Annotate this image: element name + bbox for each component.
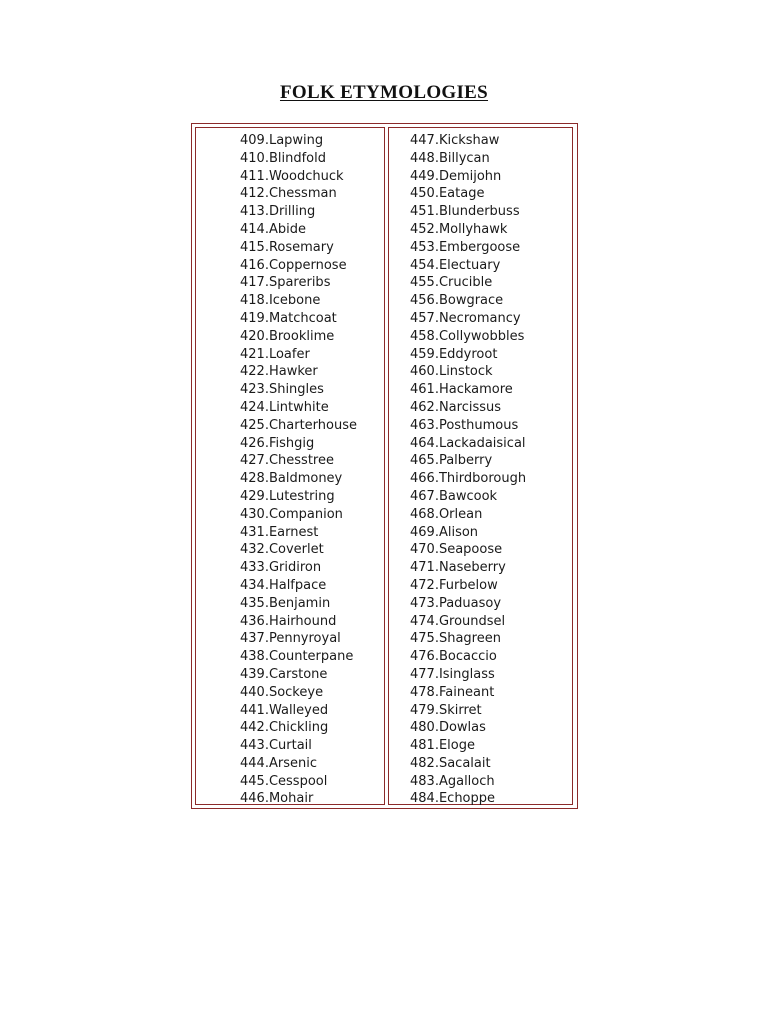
column-left: [195, 127, 385, 805]
list-item: [240, 737, 357, 755]
list-item: [410, 381, 526, 399]
entry-word: Thirdborough: [438, 471, 527, 487]
list-item: [410, 648, 526, 666]
list-item: [410, 221, 526, 239]
entry-number: 420.: [240, 328, 269, 344]
entry-number: 437.: [240, 631, 269, 647]
list-item: [410, 488, 526, 506]
list-item: [410, 203, 526, 221]
entry-word: Shingles: [268, 382, 324, 398]
entry-number: 428.: [240, 471, 269, 487]
entry-number: 427.: [240, 453, 269, 469]
entry-number: 461.: [410, 382, 439, 398]
entry-number: 445.: [240, 773, 269, 789]
entry-word: Spareribs: [268, 275, 331, 291]
entry-number: 415.: [240, 239, 269, 255]
list-item: [410, 666, 526, 684]
entry-number: 467.: [410, 488, 439, 504]
list-item: [240, 274, 357, 292]
entry-number: 470.: [410, 542, 439, 558]
list-item: [240, 150, 357, 168]
list-item: [240, 257, 357, 275]
entry-word: Blunderbuss: [438, 204, 520, 220]
entry-word: Embergoose: [438, 239, 521, 255]
entry-word: Carstone: [268, 666, 328, 682]
entry-word: Isinglass: [438, 666, 495, 682]
entry-word: Mohair: [268, 791, 314, 807]
list-item: [240, 310, 357, 328]
entry-number: 459.: [410, 346, 439, 362]
entry-number: 430.: [240, 506, 269, 522]
entry-number: 422.: [240, 364, 269, 380]
entry-number: 443.: [240, 738, 269, 754]
entry-word: Coppernose: [268, 257, 347, 273]
list-item: [410, 417, 526, 435]
entry-number: 478.: [410, 684, 439, 700]
entry-word: Drilling: [268, 204, 316, 220]
page-title: FOLK ETYMOLOGIES: [279, 82, 489, 103]
entry-word: Billycan: [438, 150, 490, 166]
entry-number: 431.: [240, 524, 269, 540]
entry-word: Crucible: [438, 275, 493, 291]
entry-word: Bocaccio: [438, 649, 497, 665]
list-item: [240, 613, 357, 631]
list-item: [240, 488, 357, 506]
entry-word: Icebone: [268, 293, 321, 309]
entry-word: Furbelow: [438, 577, 498, 593]
entry-number: 416.: [240, 257, 269, 273]
entry-word: Linstock: [438, 364, 493, 380]
entry-word: Eddyroot: [438, 346, 498, 362]
entry-number: 480.: [410, 720, 439, 736]
entry-number: 477.: [410, 666, 439, 682]
entry-number: 455.: [410, 275, 439, 291]
entry-number: 483.: [410, 773, 439, 789]
entry-number: 471.: [410, 560, 439, 576]
entry-number: 424.: [240, 399, 269, 415]
entry-number: 440.: [240, 684, 269, 700]
entry-number: 436.: [240, 613, 269, 629]
entry-number: 453.: [410, 239, 439, 255]
entry-number: 473.: [410, 595, 439, 611]
list-item: [240, 524, 357, 542]
entry-word: Chickling: [268, 720, 329, 736]
entry-number: 446.: [240, 791, 269, 807]
list-item: [240, 595, 357, 613]
list-item: [240, 559, 357, 577]
entry-word: Mollyhawk: [438, 221, 508, 237]
list-item: [410, 541, 526, 559]
entry-word: Gridiron: [268, 560, 322, 576]
column-right: [388, 127, 573, 805]
list-item: [410, 577, 526, 595]
entry-number: 481.: [410, 738, 439, 754]
entry-number: 447.: [410, 133, 439, 148]
entry-number: 451.: [410, 204, 439, 220]
list-item: [410, 506, 526, 524]
list-item: [240, 666, 357, 684]
entry-number: 414.: [240, 221, 269, 237]
entry-word: Shagreen: [438, 631, 501, 647]
list-item: [410, 185, 526, 203]
entry-number: 412.: [240, 186, 269, 202]
entry-word: Necromancy: [438, 310, 521, 326]
list-item: [410, 559, 526, 577]
entry-number: 476.: [410, 649, 439, 665]
entry-word: Posthumous: [438, 417, 519, 433]
entry-number: 411.: [240, 168, 269, 184]
entry-word: Lutestring: [268, 488, 335, 504]
entry-number: 413.: [240, 204, 269, 220]
entry-word: Skirret: [438, 702, 482, 718]
entry-number: 466.: [410, 471, 439, 487]
list-item: [240, 790, 357, 808]
entry-word: Loafer: [268, 346, 310, 362]
list-item: [240, 470, 357, 488]
list-item: [410, 719, 526, 737]
entry-word: Companion: [268, 506, 343, 522]
entry-number: 432.: [240, 542, 269, 558]
list-item: [410, 346, 526, 364]
entry-number: 441.: [240, 702, 269, 718]
list-item: [240, 399, 357, 417]
entry-word: Cesspool: [268, 773, 328, 789]
list-item: [410, 399, 526, 417]
entry-word: Hackamore: [438, 382, 513, 398]
list-item: [410, 630, 526, 648]
entry-number: 442.: [240, 720, 269, 736]
list-item: [240, 630, 357, 648]
list-item: [410, 274, 526, 292]
entry-word: Matchcoat: [268, 310, 337, 326]
entry-word: Chessman: [268, 186, 337, 202]
entry-word: Orlean: [438, 506, 483, 522]
list-item: [240, 132, 357, 150]
entry-number: 479.: [410, 702, 439, 718]
entry-word: Blindfold: [268, 150, 326, 166]
entry-word: Echoppe: [438, 791, 496, 807]
entry-number: 454.: [410, 257, 439, 273]
entry-word: Counterpane: [268, 649, 354, 665]
entry-word: Groundsel: [438, 613, 506, 629]
entry-number: 418.: [240, 293, 269, 309]
entry-word: Chesstree: [268, 453, 334, 469]
entry-word: Pennyroyal: [268, 631, 341, 647]
entry-number: 439.: [240, 666, 269, 682]
list-item: [240, 292, 357, 310]
entry-number: 475.: [410, 631, 439, 647]
entry-number: 452.: [410, 221, 439, 237]
list-item: [240, 185, 357, 203]
entry-word: Palberry: [438, 453, 493, 469]
entry-number: 444.: [240, 755, 269, 771]
entry-word: Woodchuck: [268, 168, 344, 184]
entry-number: 462.: [410, 399, 439, 415]
list-item: [410, 328, 526, 346]
list-item: [240, 417, 357, 435]
list-item: [410, 132, 526, 150]
list-item: [410, 702, 526, 720]
list-item: [410, 755, 526, 773]
entry-word: Demijohn: [438, 168, 502, 184]
list-item: [410, 524, 526, 542]
entry-number: 472.: [410, 577, 439, 593]
list-item: [240, 773, 357, 791]
entry-number: 425.: [240, 417, 269, 433]
entry-number: 419.: [240, 310, 269, 326]
list-item: [240, 755, 357, 773]
entry-number: 465.: [410, 453, 439, 469]
list-item: [240, 328, 357, 346]
entry-number: 457.: [410, 310, 439, 326]
list-item: [240, 684, 357, 702]
entry-number: 474.: [410, 613, 439, 629]
entry-word: Lintwhite: [268, 399, 329, 415]
entry-number: 449.: [410, 168, 439, 184]
entry-word: Paduasoy: [438, 595, 502, 611]
entry-word: Walleyed: [268, 702, 329, 718]
entry-number: 433.: [240, 560, 269, 576]
entry-number: 448.: [410, 150, 439, 166]
entry-word: Alison: [438, 524, 479, 540]
entry-word: Coverlet: [268, 542, 324, 558]
list-item: [410, 257, 526, 275]
entry-word: Eatage: [438, 186, 485, 202]
entry-number: 426.: [240, 435, 269, 451]
entry-number: 438.: [240, 649, 269, 665]
list-item: [410, 452, 526, 470]
list-item: [410, 595, 526, 613]
entry-word: Earnest: [268, 524, 319, 540]
list-item: [240, 363, 357, 381]
entry-number: 484.: [410, 791, 439, 807]
entry-list-left: [240, 132, 357, 808]
entry-word: Sockeye: [268, 684, 324, 700]
entry-word: Abide: [268, 221, 306, 237]
list-item: [240, 541, 357, 559]
entry-word: Fishgig: [268, 435, 315, 451]
list-item: [410, 684, 526, 702]
entry-word: Charterhouse: [268, 417, 357, 433]
list-item: [240, 168, 357, 186]
list-item: [240, 346, 357, 364]
entry-number: 482.: [410, 755, 439, 771]
list-item: [240, 435, 357, 453]
entry-number: 450.: [410, 186, 439, 202]
list-item: [240, 506, 357, 524]
entry-word: Bowgrace: [438, 293, 504, 309]
list-item: [410, 168, 526, 186]
entry-number: 421.: [240, 346, 269, 362]
list-item: [410, 435, 526, 453]
list-item: [410, 773, 526, 791]
entry-list-right: [410, 132, 526, 808]
entry-word: Naseberry: [438, 560, 506, 576]
entry-number: 417.: [240, 275, 269, 291]
entry-number: 429.: [240, 488, 269, 504]
list-item: [240, 452, 357, 470]
list-item: [410, 737, 526, 755]
entry-word: Baldmoney: [268, 471, 343, 487]
entry-number: 458.: [410, 328, 439, 344]
entry-word: Narcissus: [438, 399, 502, 415]
entry-number: 464.: [410, 435, 439, 451]
list-item: [410, 292, 526, 310]
entry-word: Collywobbles: [438, 328, 525, 344]
list-item: [410, 363, 526, 381]
list-item: [410, 239, 526, 257]
entry-word: Brooklime: [268, 328, 335, 344]
list-item: [240, 203, 357, 221]
entry-word: Sacalait: [438, 755, 491, 771]
list-item: [410, 613, 526, 631]
entry-word: Bawcook: [438, 488, 498, 504]
entry-number: 468.: [410, 506, 439, 522]
entry-number: 423.: [240, 382, 269, 398]
entry-word: Halfpace: [268, 577, 327, 593]
list-item: [240, 577, 357, 595]
entry-number: 434.: [240, 577, 269, 593]
entry-word: Eloge: [438, 738, 475, 754]
entry-number: 460.: [410, 364, 439, 380]
entry-number: 469.: [410, 524, 439, 540]
list-item: [240, 221, 357, 239]
entry-word: Lackadaisical: [438, 435, 526, 451]
entry-word: Rosemary: [268, 239, 334, 255]
entry-word: Electuary: [438, 257, 501, 273]
entry-word: Hairhound: [268, 613, 337, 629]
entry-word: Faineant: [438, 684, 495, 700]
entry-word: Dowlas: [438, 720, 486, 736]
entry-word: Seapoose: [438, 542, 503, 558]
entry-number: 410.: [240, 150, 269, 166]
list-item: [240, 239, 357, 257]
list-item: [410, 790, 526, 808]
list-item: [240, 648, 357, 666]
entry-word: Kickshaw: [438, 133, 500, 148]
etymology-table: [191, 123, 578, 809]
entry-word: Agalloch: [438, 773, 495, 789]
entry-number: 463.: [410, 417, 439, 433]
list-item: [410, 470, 526, 488]
list-item: [410, 310, 526, 328]
entry-word: Curtail: [268, 738, 312, 754]
entry-word: Benjamin: [268, 595, 331, 611]
entry-word: Hawker: [268, 364, 318, 380]
entry-number: 456.: [410, 293, 439, 309]
list-item: [240, 719, 357, 737]
entry-word: Arsenic: [268, 755, 317, 771]
list-item: [240, 702, 357, 720]
entry-number: 409.: [240, 133, 269, 148]
list-item: [410, 150, 526, 168]
list-item: [240, 381, 357, 399]
entry-word: Lapwing: [268, 133, 324, 148]
entry-number: 435.: [240, 595, 269, 611]
